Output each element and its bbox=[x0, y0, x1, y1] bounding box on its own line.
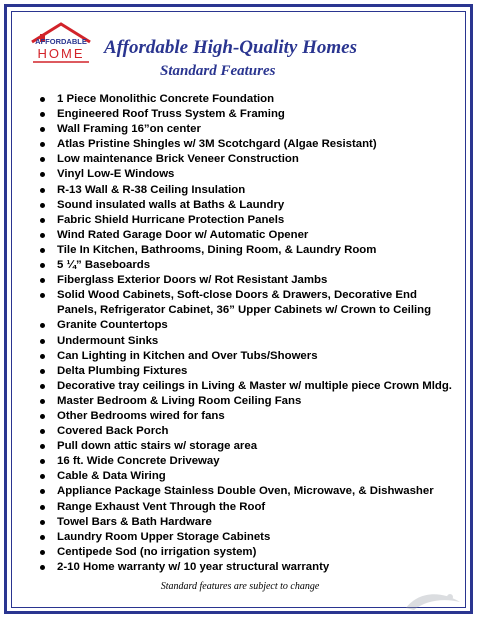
bullet-icon bbox=[40, 399, 45, 404]
feature-item bbox=[40, 394, 460, 409]
feature-text: Fiberglass Exterior Doors w/ Rot Resistant Jambs bbox=[57, 274, 328, 287]
feature-item bbox=[40, 183, 460, 198]
feature-text: Wall Framing 16”on center bbox=[57, 123, 201, 136]
feature-item bbox=[40, 530, 460, 545]
feature-text: Range Exhaust Vent Through the Roof bbox=[57, 500, 266, 513]
feature-item bbox=[40, 409, 460, 424]
feature-text: Laundry Room Upper Storage Cabinets bbox=[57, 530, 271, 543]
feature-item bbox=[40, 137, 460, 152]
bullet-icon bbox=[40, 263, 45, 268]
bullet-icon bbox=[40, 520, 45, 525]
bullet-icon bbox=[40, 112, 45, 117]
feature-item bbox=[40, 379, 460, 394]
bullet-icon bbox=[40, 429, 45, 434]
feature-item bbox=[40, 439, 460, 454]
feature-text: Undermount Sinks bbox=[57, 334, 159, 347]
feature-item bbox=[40, 152, 460, 167]
feature-text: Covered Back Porch bbox=[57, 425, 169, 438]
feature-item bbox=[40, 454, 460, 469]
bullet-icon bbox=[40, 354, 45, 359]
feature-text: Wind Rated Garage Door w/ Automatic Opener bbox=[57, 228, 309, 241]
watermark-logo bbox=[400, 588, 466, 614]
feature-text: 2-10 Home warranty w/ 10 year structural warranty bbox=[57, 560, 330, 573]
page-subtitle: Standard Features bbox=[160, 63, 276, 79]
feature-text: 5 ¼” Baseboards bbox=[57, 259, 151, 272]
feature-item bbox=[40, 92, 460, 107]
bullet-icon bbox=[40, 278, 45, 283]
bullet-icon bbox=[40, 459, 45, 464]
feature-text: Tile In Kitchen, Bathrooms, Dining Room, & Laundry Room bbox=[57, 243, 377, 256]
feature-item bbox=[40, 500, 460, 515]
feature-item bbox=[40, 213, 460, 228]
bullet-icon bbox=[40, 414, 45, 419]
feature-item bbox=[40, 107, 460, 122]
feature-text: Sound insulated walls at Baths & Laundry bbox=[57, 198, 285, 211]
feature-item bbox=[40, 424, 460, 439]
feature-item bbox=[40, 515, 460, 530]
bullet-icon bbox=[40, 248, 45, 253]
feature-item bbox=[40, 469, 460, 484]
bullet-icon bbox=[40, 535, 45, 540]
feature-item bbox=[40, 288, 460, 318]
bullet-icon bbox=[40, 293, 45, 298]
feature-text: Granite Countertops bbox=[57, 319, 168, 332]
features-list bbox=[40, 92, 460, 575]
bullet-icon bbox=[40, 384, 45, 389]
feature-item bbox=[40, 243, 460, 258]
bullet-icon bbox=[40, 505, 45, 510]
logo-line2: HOME bbox=[37, 46, 85, 61]
feature-text: Decorative tray ceilings in Living & Master w/ multiple piece Crown Mldg. bbox=[57, 379, 452, 392]
feature-text: Centipede Sod (no irrigation system) bbox=[57, 545, 257, 558]
bullet-icon bbox=[40, 565, 45, 570]
feature-text: Vinyl Low-E Windows bbox=[57, 168, 175, 181]
feature-item bbox=[40, 545, 460, 560]
feature-item bbox=[40, 484, 460, 499]
feature-text: Master Bedroom & Living Room Ceiling Fans bbox=[57, 394, 302, 407]
bullet-icon bbox=[40, 339, 45, 344]
bullet-icon bbox=[40, 172, 45, 177]
bullet-icon bbox=[40, 203, 45, 208]
bullet-icon bbox=[40, 218, 45, 223]
feature-item bbox=[40, 349, 460, 364]
bullet-icon bbox=[40, 323, 45, 328]
page-title: Affordable High-Quality Homes bbox=[104, 37, 357, 58]
feature-text: R-13 Wall & R-38 Ceiling Insulation bbox=[57, 183, 246, 196]
feature-text: 16 ft. Wide Concrete Driveway bbox=[57, 455, 220, 468]
feature-item bbox=[40, 258, 460, 273]
bullet-icon bbox=[40, 157, 45, 162]
logo-line1: AFFORDABLE bbox=[35, 37, 87, 46]
feature-item bbox=[40, 167, 460, 182]
feature-text: Cable & Data Wiring bbox=[57, 470, 166, 483]
feature-text: 1 Piece Monolithic Concrete Foundation bbox=[57, 93, 275, 105]
feature-item bbox=[40, 273, 460, 288]
feature-text: Fabric Shield Hurricane Protection Panels bbox=[57, 213, 285, 226]
feature-text: Can Lighting in Kitchen and Over Tubs/Showers bbox=[57, 349, 318, 362]
bullet-icon bbox=[40, 127, 45, 132]
feature-item bbox=[40, 318, 460, 333]
bullet-icon bbox=[40, 550, 45, 555]
footnote: Standard features are subject to change bbox=[160, 581, 320, 592]
bullet-icon bbox=[40, 233, 45, 238]
feature-item bbox=[40, 364, 460, 379]
bullet-icon bbox=[40, 474, 45, 479]
bullet-icon bbox=[40, 444, 45, 449]
affordable-home-logo bbox=[28, 22, 94, 66]
feature-text: Pull down attic stairs w/ storage area bbox=[57, 440, 258, 453]
feature-item bbox=[40, 198, 460, 213]
feature-text: Solid Wood Cabinets, Soft-close Doors & Drawers, Decorative End Panels, Refrigerator Cabinet, 36” Upper Cabinets w/ Crown to Ceiling bbox=[57, 289, 432, 317]
feature-text: Low maintenance Brick Veneer Construction bbox=[57, 153, 299, 166]
feature-text: Engineered Roof Truss System & Framing bbox=[57, 108, 285, 121]
feature-text: Towel Bars & Bath Hardware bbox=[57, 515, 212, 528]
feature-item bbox=[40, 334, 460, 349]
bullet-icon bbox=[40, 142, 45, 147]
bullet-icon bbox=[40, 489, 45, 494]
feature-text: Delta Plumbing Fixtures bbox=[57, 364, 188, 377]
bullet-icon bbox=[40, 369, 45, 374]
feature-text: Atlas Pristine Shingles w/ 3M Scotchgard (Algae Resistant) bbox=[57, 138, 377, 151]
bullet-icon bbox=[40, 188, 45, 193]
bullet-icon bbox=[40, 97, 45, 102]
feature-text: Other Bedrooms wired for fans bbox=[57, 409, 225, 422]
feature-text: Appliance Package Stainless Double Oven, Microwave, & Dishwasher bbox=[57, 485, 434, 498]
feature-item bbox=[40, 560, 460, 575]
feature-item bbox=[40, 228, 460, 243]
feature-item bbox=[40, 122, 460, 137]
